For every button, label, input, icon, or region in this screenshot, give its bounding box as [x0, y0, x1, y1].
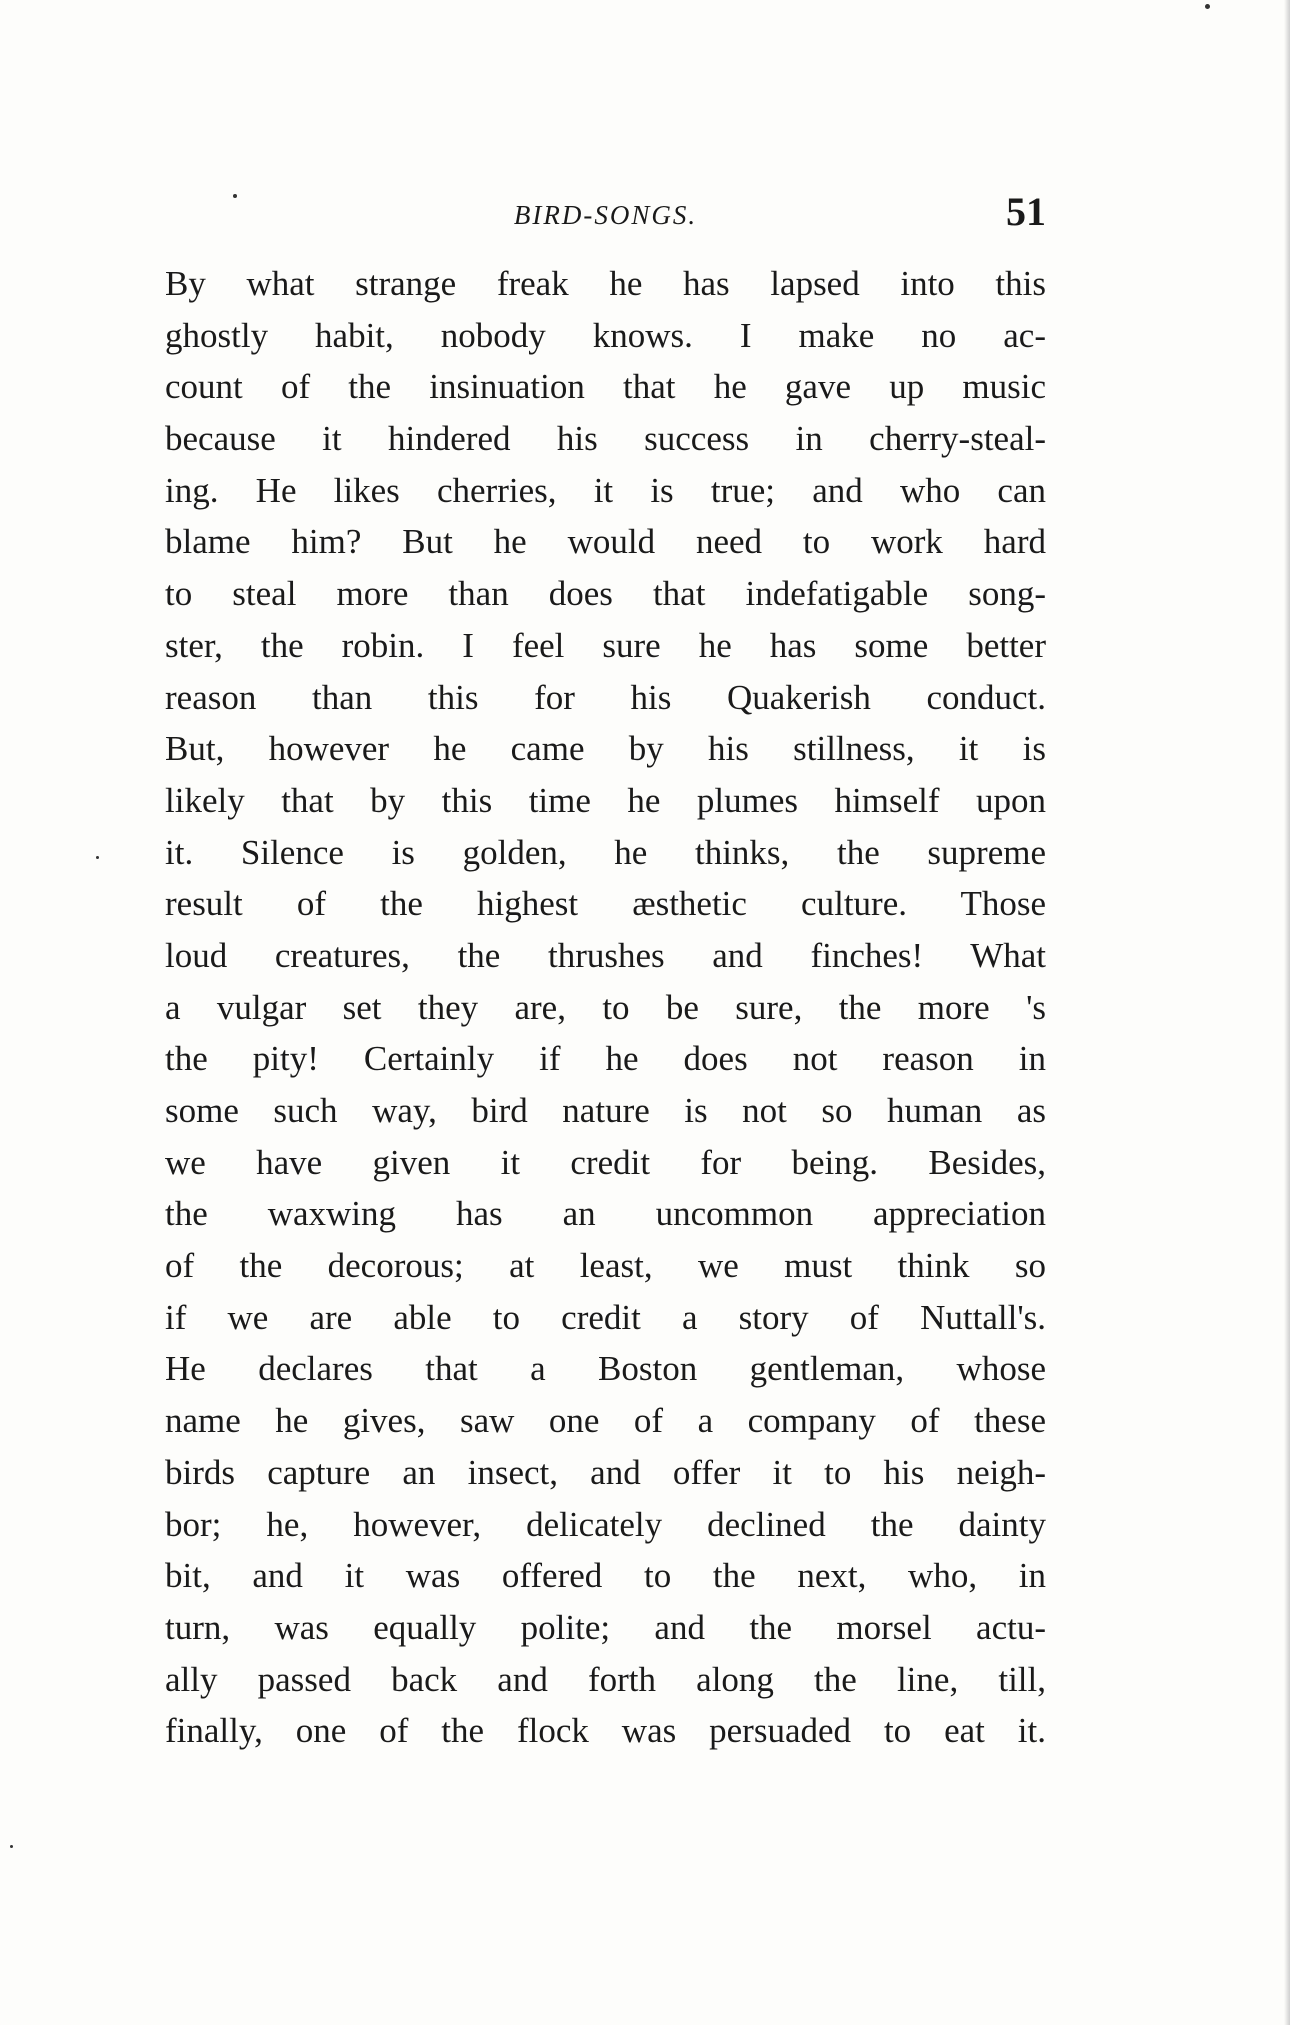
text-line: birds capture an insect, and offer it to his neigh-	[165, 1452, 1046, 1492]
text-line: turn, was equally polite; and the morsel actu-	[165, 1607, 1046, 1647]
text-line: loud creatures, the thrushes and finches! What	[165, 935, 1046, 975]
text-line: ster, the robin. I feel sure he has some better	[165, 625, 1046, 665]
text-line: By what strange freak he has lapsed into this	[165, 264, 1046, 303]
text-line: a vulgar set they are, to be sure, the more 's	[165, 987, 1046, 1027]
text-line: bit, and it was offered to the next, who, in	[165, 1556, 1046, 1596]
ink-speck	[96, 856, 99, 859]
text-line: name he gives, saw one of a company of these	[165, 1401, 1046, 1441]
text-line: But, however he came by his stillness, it is	[165, 729, 1046, 769]
text-line: some such way, bird nature is not so human as	[165, 1091, 1046, 1130]
body-text	[165, 258, 1046, 1757]
text-line: because it hindered his success in cherry-steal-	[165, 419, 1046, 459]
text-line: reason than this for his Quakerish conduct.	[165, 677, 1046, 717]
ink-speck	[10, 1845, 13, 1848]
text-line: we have given it credit for being. Besides,	[165, 1142, 1046, 1182]
text-line: of the decorous; at least, we must think so	[165, 1246, 1046, 1286]
text-line: blame him? But he would need to work hard	[165, 522, 1046, 562]
ink-speck	[1205, 4, 1210, 9]
running-title: BIRD-SONGS.	[513, 200, 698, 230]
text-line: it. Silence is golden, he thinks, the supreme	[165, 832, 1046, 872]
text-line: the waxwing has an uncommon appreciation	[165, 1194, 1046, 1234]
page-number: 51	[1006, 189, 1046, 234]
text-line: result of the highest æsthetic culture. Those	[165, 884, 1046, 924]
text-line: ally passed back and forth along the line, till,	[165, 1659, 1046, 1699]
text-line: He declares that a Boston gentleman, whose	[165, 1349, 1046, 1389]
text-line: to steal more than does that indefatigable song-	[165, 574, 1046, 614]
text-line: if we are able to credit a story of Nuttall's.	[165, 1297, 1046, 1337]
text-line: bor; he, however, delicately declined the dainty	[165, 1504, 1046, 1544]
text-line: likely that by this time he plumes himself upon	[165, 780, 1046, 820]
text-line: ghostly habit, nobody knows. I make no ac-	[165, 315, 1046, 355]
page-edge-shadow	[1284, 0, 1290, 2025]
text-line: the pity! Certainly if he does not reason in	[165, 1039, 1046, 1079]
text-line: ing. He likes cherries, it is true; and who can	[165, 470, 1046, 510]
page-header	[165, 188, 1046, 238]
text-line: count of the insinuation that he gave up music	[165, 367, 1046, 407]
text-line: finally, one of the flock was persuaded to eat it.	[165, 1711, 1046, 1751]
